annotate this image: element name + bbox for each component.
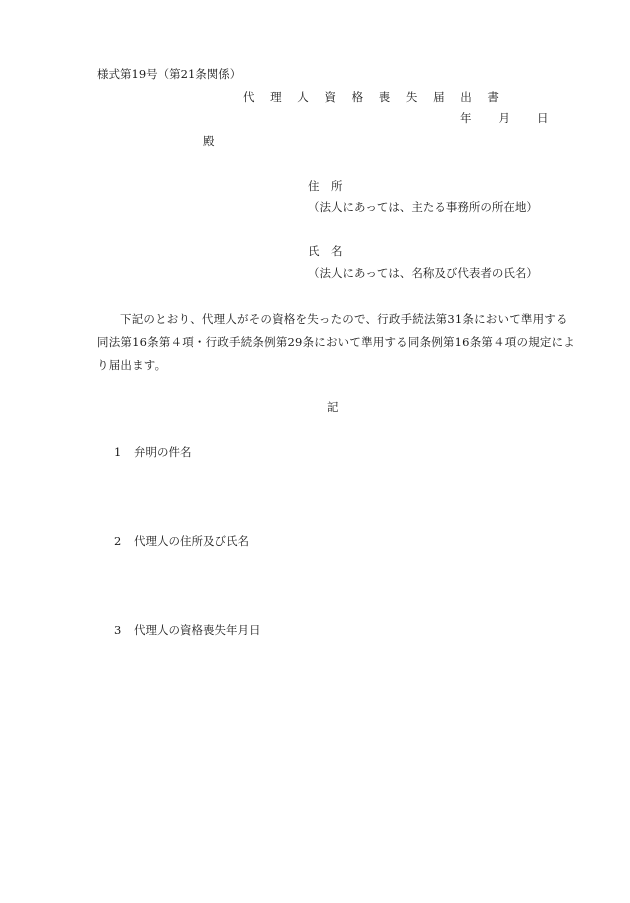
item-label: 代理人の資格喪失年月日	[134, 623, 261, 637]
name-note: （法人にあっては、名称及び代表者の氏名）	[308, 266, 538, 280]
date-year-label: 年	[460, 111, 472, 125]
date-day-label: 日	[537, 111, 549, 125]
list-item	[114, 622, 261, 638]
body-paragraph: 下記のとおり、代理人がその資格を失ったので、行政手続法第31条において準用する同法第16条第４項・行政手続条例第29条において準用する同条例第16条第４項の規定により届出ます。	[97, 312, 575, 372]
document-title: 代 理 人 資 格 喪 失 届 出 書	[243, 90, 505, 104]
list-item	[114, 444, 192, 460]
form-number: 様式第19号（第21条関係）	[97, 67, 242, 81]
item-label: 代理人の住所及び氏名	[134, 534, 249, 548]
list-item	[114, 533, 249, 549]
date-month-label: 月	[498, 111, 510, 125]
ki-heading: 記	[327, 400, 339, 414]
addressee-suffix: 殿	[203, 134, 215, 148]
item-label: 弁明の件名	[134, 445, 192, 459]
item-number: 2	[114, 534, 122, 548]
item-number: 1	[114, 445, 122, 459]
item-number: 3	[114, 623, 122, 637]
address-note: （法人にあっては、主たる事務所の所在地）	[308, 200, 538, 214]
address-label: 住 所	[308, 179, 343, 193]
date-line	[460, 110, 549, 126]
name-label: 氏 名	[308, 244, 343, 258]
